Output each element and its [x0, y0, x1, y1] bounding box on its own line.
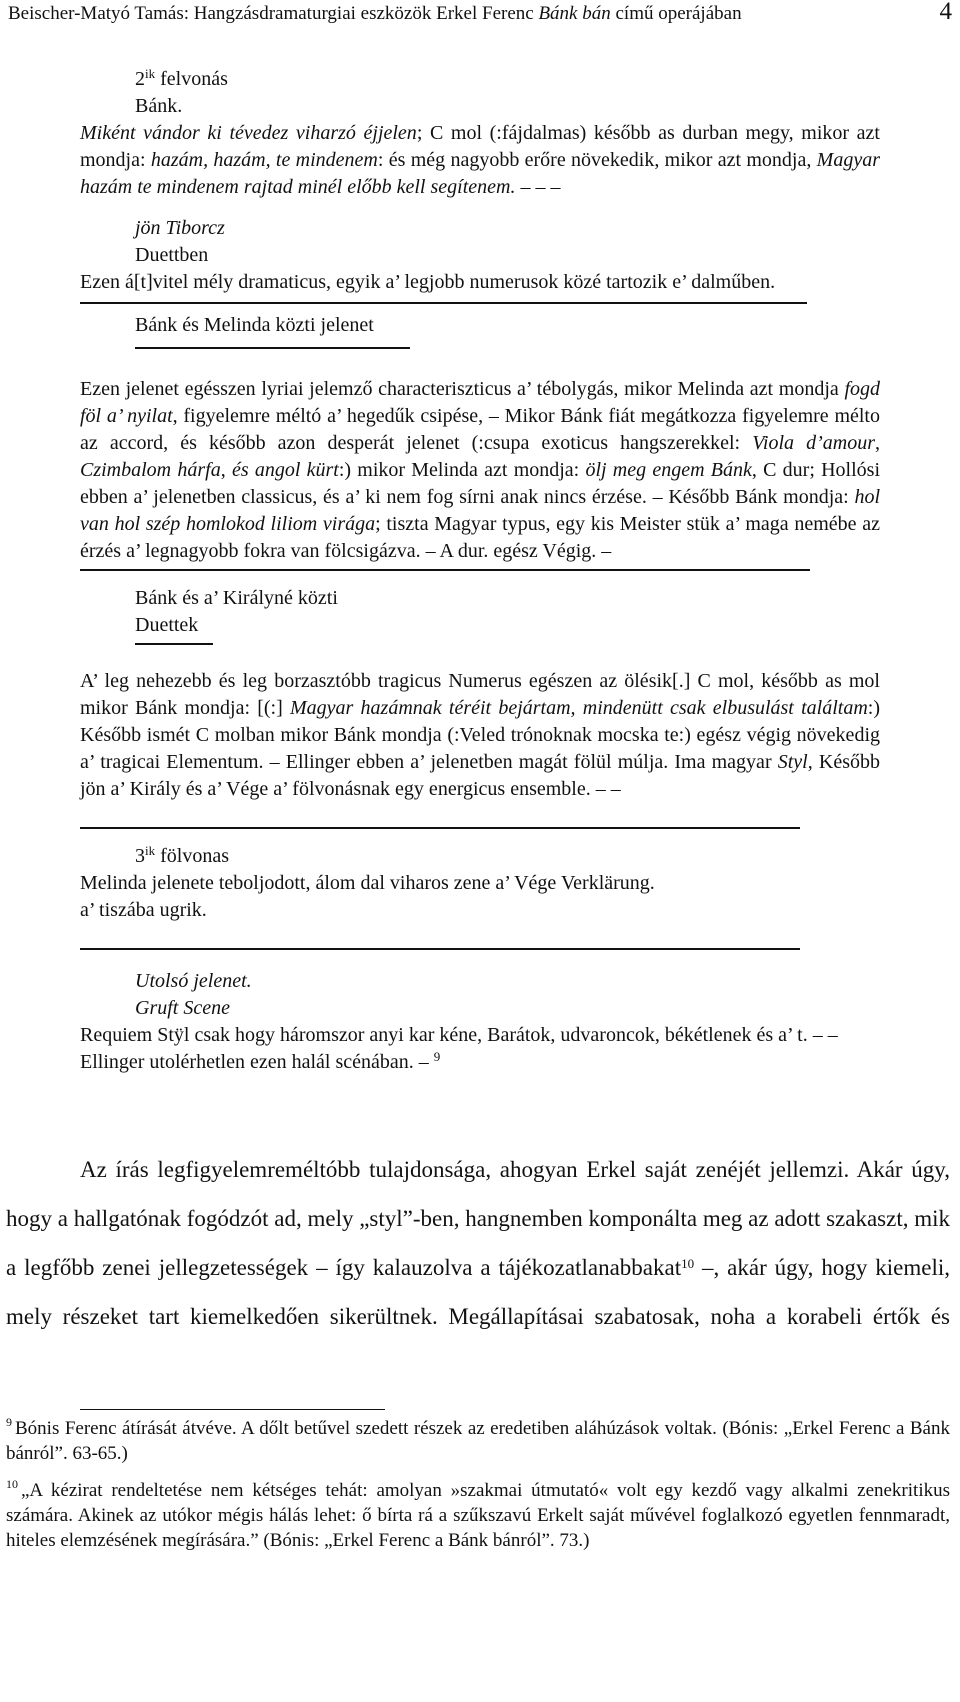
p1-run-text: : és még nagyobb erőre növekedik, mikor azt mondja, [377, 149, 817, 171]
divider-rule [80, 302, 807, 304]
divider-rule [80, 569, 810, 571]
quote-paragraph-4 [80, 668, 880, 803]
gruft-scene: Gruft Scene [135, 997, 230, 1019]
p1-run-text: – – – [515, 176, 561, 198]
p3-run-italic: hol van hol szép homlokod liliom virága [80, 486, 880, 535]
kiralyne-scene-heading: Bánk és a’ Királyné közti [135, 587, 338, 609]
header-title-text: Beischer-Matyó Tamás: Hangzásdramaturgiai eszközök Erkel Ferenc [8, 3, 539, 24]
body-paragraph-text [6, 1145, 950, 1341]
act3-heading [80, 843, 880, 870]
footnote-10 [6, 1478, 950, 1553]
p4-run-text: , Később jön a’ Király és a’ Vége a’ fölvonásnak egy energicus ensemble. – – [80, 751, 880, 800]
p1-run-italic: Magyar hazám te mindenem rajtad minél előbb kell segítenem. [80, 149, 880, 198]
quote-paragraph-2: Ezen á[t]vitel mély dramaticus, egyik a’ legjobb numerusok közé tartozik e’ dalműben. [80, 271, 776, 293]
p3-run-text: Ezen jelenet egésszen lyriai jelemző characteriszticus a’ tébolygás, mikor Melinda azt mondja [80, 378, 845, 400]
duettben-heading: Duettben [135, 244, 209, 266]
quote-paragraph-6-text: Ellinger utolérhetlen ezen halál scénában. – [80, 1051, 429, 1073]
p3-run-italic: ölj meg engem Bánk [585, 459, 752, 481]
p1-run-italic: Miként vándor ki tévedez viharzó éjjelen [80, 122, 417, 144]
p3-run-text: , figyelemre méltó a’ hegedűk csipése, – Mikor Bánk fiát megátkozza figyelemre mélto az accord, és később azon desperát jelenet (:csupa exoticus hangszerekkel: [80, 405, 880, 454]
act2-label: felvonás [155, 68, 228, 90]
p1-run-text: ; C mol (:fájdalmas) később as durban megy, mikor azt mondja: [80, 122, 880, 171]
header-title-italic: Bánk bán [538, 3, 611, 24]
running-header [8, 2, 952, 36]
divider-rule [80, 948, 800, 950]
quote-paragraph-3 [80, 376, 880, 565]
act3-superscript: ik [145, 843, 156, 858]
page-number: 4 [939, 0, 952, 25]
p3-run-text: :) mikor Melinda azt mondja: [338, 459, 586, 481]
act2-number: 2 [135, 68, 145, 90]
heading-underline [135, 347, 410, 349]
body-paragraph [6, 1145, 950, 1341]
utolso-jelenet: Utolsó jelenet. [135, 970, 252, 992]
act3-label: fölvonas [155, 845, 230, 867]
p4-run-italic: Magyar hazámnak téréit bejártam, mindenütt csak elbusulást találtam [290, 697, 868, 719]
quote-paragraph-6 [80, 1049, 880, 1076]
quoted-manuscript [80, 66, 880, 1076]
bank-label: Bánk. [135, 95, 183, 117]
divider-rule [80, 827, 800, 829]
quote-paragraph-1 [80, 120, 880, 201]
act2-heading [80, 66, 880, 93]
footnotes [6, 1416, 950, 1553]
footnote-9 [6, 1416, 950, 1466]
melinda-scene-heading: Bánk és Melinda közti jelenet [135, 314, 374, 336]
p4-run-text: :) Később ismét C molban mikor Bánk mondja (:Veled trónoknak mocska te:) egész végig növekedig a’ tragicai Elementum. – Ellinger ebben a’ jelenetben magát fölül múlja. Ima magyar [80, 697, 880, 773]
p3-run-text: , [220, 459, 232, 481]
footnote-10-text: „A kézirat rendeltetése nem kétséges tehát: amolyan »szakmai útmutató« volt egy kezdő vagy alkalmi zenekritikus számára. Akinek az utókor mégis hálás lehet: ő bírta rá a szűkszavú Erkelt saját művével foglalkozó egyetlen fennmaradt, hiteles elemzésének megírására.” (Bónis: „Erkel Ferenc a Bánk bánról”. 73.) [6, 1480, 950, 1551]
heading-underline [135, 643, 213, 645]
footnote-ref-10[interactable]: 10 [681, 1256, 695, 1271]
p3-run-italic: fogd föl a’ nyilat [80, 378, 880, 427]
p3-run-text: ; tiszta Magyar typus, egy kis Meister stük a’ maga nemébe az érzés a’ legnagyobb fokra van fölcsigázva. – A dur. egész Végig. – [80, 513, 880, 562]
footnote-10-mark: 10 [6, 1477, 18, 1491]
act3-line-1: Melinda jelenete teboljodott, álom dal viharos zene a’ Vége Verklärung. [80, 872, 655, 894]
quote-paragraph-5: Requiem Stÿl csak hogy háromszor anyi kar kéne, Barátok, udvaroncok, békétlenek és a’ t. – – [80, 1024, 838, 1046]
header-title-text-end: című operájában [610, 3, 742, 24]
act3-line-2: a’ tiszába ugrik. [80, 899, 207, 921]
duettek-heading: Duettek [135, 614, 199, 636]
p3-run-italic: és angol kürt [231, 459, 339, 481]
header-title [8, 2, 742, 26]
p3-run-italic: Viola d’amour [752, 432, 875, 454]
p3-run-text: , C dur; Hollósi ebben a’ jelenetben classicus, és a’ ki nem fog sírni anak nincs érzése. – Később Bánk mondja: [80, 459, 881, 508]
act2-superscript: ik [145, 66, 156, 81]
jon-tiborcz: jön Tiborcz [135, 217, 225, 239]
p3-run-italic: Czimbalom hárfa [80, 459, 221, 481]
p1-run-italic: hazám, hazám, te mindenem [150, 149, 378, 171]
footnote-separator [80, 1409, 385, 1410]
body-text-part-1: Az írás legfigyelemreméltóbb tulajdonsága, ahogyan Erkel saját zenéjét jellemzi. Akár úgy, hogy a hallgatónak fogódzót ad, mely „styl”-ben, hangnemben komponálta meg az adott szakaszt, mik a legfőbb zenei jellegzetességek – így kalauzolva a tájékozatlanabbakat [6, 1157, 950, 1280]
footnote-ref-9[interactable]: 9 [433, 1049, 441, 1064]
p4-run-italic: Styl [777, 751, 808, 773]
body-text-part-2: –, akár úgy, hogy kiemeli, mely részeket tart kiemelkedően sikerültnek. Megállapításai szabatosak, noha a korabeli értők és [6, 1255, 950, 1329]
p4-run-text: A’ leg nehezebb és leg borzasztóbb tragicus Numerus egészen az ölésik[.] C mol, később as mol mikor Bánk mondja: [(:] [80, 670, 880, 719]
act3-number: 3 [135, 845, 145, 867]
footnote-9-mark: 9 [6, 1415, 12, 1429]
p3-run-text: , [875, 432, 880, 454]
footnote-9-text: Bónis Ferenc átírását átvéve. A dőlt betűvel szedett részek az eredetiben aláhúzások voltak. (Bónis: „Erkel Ferenc a Bánk bánról”. 63-65.) [6, 1418, 950, 1464]
